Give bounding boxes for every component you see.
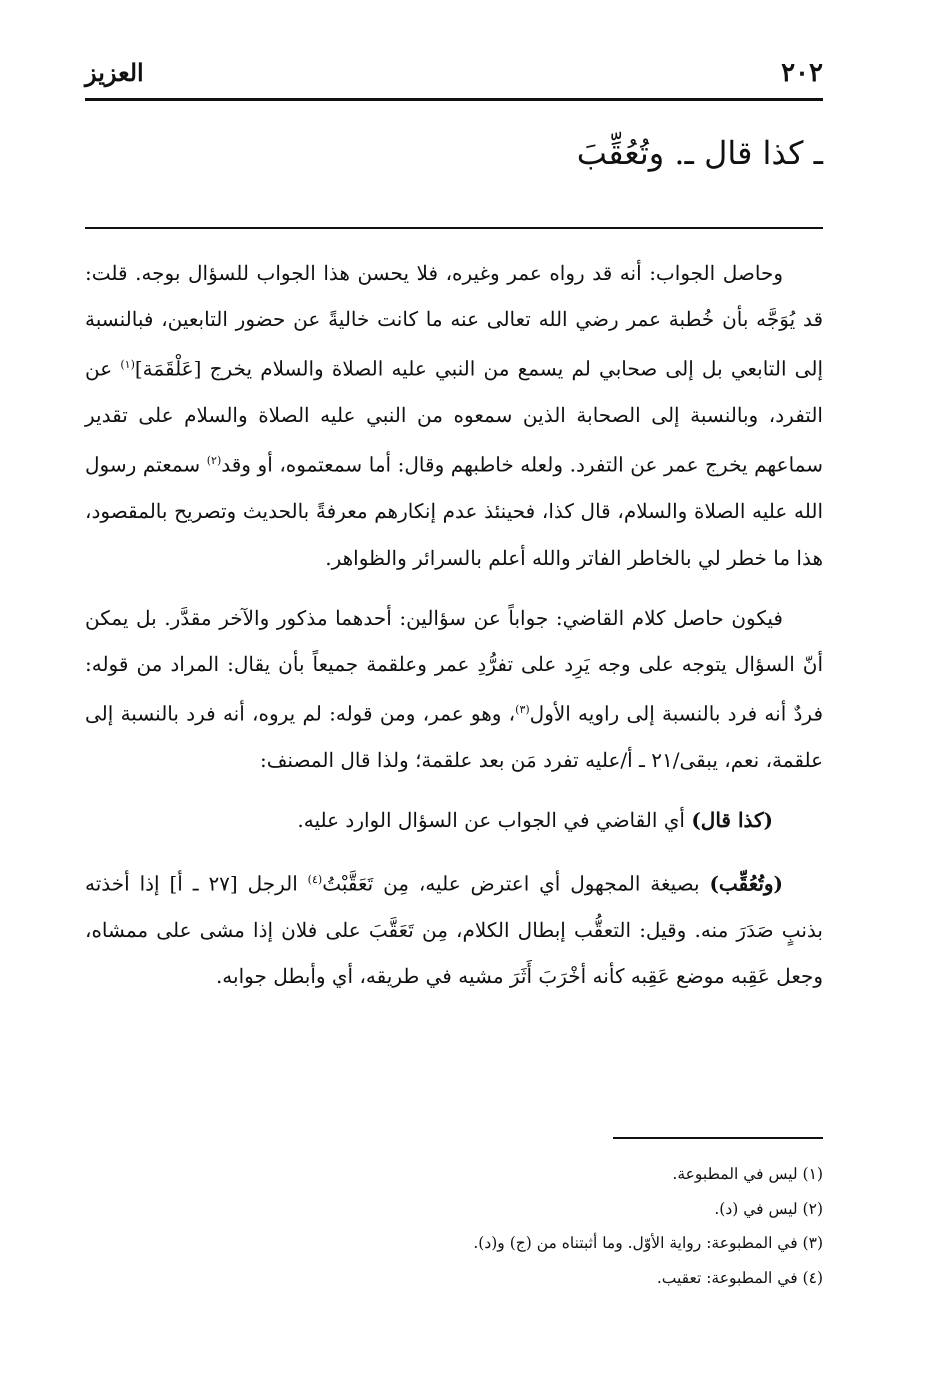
- footnote-marker: (١): [120, 358, 135, 372]
- page-number: ٢٠٢: [781, 58, 823, 88]
- footnote-marker: (٢): [206, 454, 222, 468]
- paragraph-4: [85, 857, 823, 999]
- paragraph-text: بصيغة المجهول أي اعترض عليه، مِن تَعَقَّبْتُ: [322, 872, 710, 897]
- matn-block: [85, 125, 823, 229]
- matn-text: ـ كذا قال ـ. وتُعُقِّبَ: [576, 134, 823, 172]
- paragraph-2: [85, 595, 823, 783]
- running-title: العزيز: [85, 58, 144, 87]
- lemma-quote: (وتُعُقِّب): [709, 872, 784, 897]
- footnote-item: (٤) في المطبوعة: تعقيب.: [656, 1268, 823, 1287]
- commentary-body: [85, 250, 823, 1014]
- footnote-marker: (٣): [515, 703, 530, 717]
- paragraph-text: أي القاضي في الجواب عن السؤال الوارد عليه.: [297, 808, 692, 833]
- paragraph-1: [85, 250, 823, 581]
- footnote-item: (٢) ليس في (د).: [714, 1199, 823, 1218]
- footnotes: [223, 1157, 823, 1295]
- paragraph-3: [85, 797, 823, 843]
- paragraph-text: سمعتم رسول الله عليه الصلاة والسلام، قال كذا، فحينئذ عدم إنكارهم معرفةً بالحديث وتصريح بالمقصود، هذا ما خطر لي بالخاطر الفاتر والله أعلم بالسرائر والظواهر.: [85, 453, 823, 570]
- paragraph-text: الرجل [٢٧ ـ أ] إذا أخذته بذنبٍ صَدَرَ منه. وقيل: التعقُّب إبطال الكلام، مِن تَعَقَّبَ على فلان إذا مشى على ممشاه، وجعل عَقِبه موضع عَقِبه كأنه أخْرَبَ أَثَرَ مشيه في طريقه، أي وأبطل جوابه.: [85, 872, 823, 989]
- paragraph-text: ، وهو عمر، ومن قوله: لم يروه، أنه فرد بالنسبة إلى علقمة، نعم، يبقى/٢١ ـ أ/عليه تفرد مَن بعد علقمة؛ ولذا قال المصنف:: [85, 701, 823, 772]
- paragraph-text: وحاصل الجواب: أنه قد رواه عمر وغيره، فلا يحسن هذا الجواب للسؤال بوجه. قلت: قد يُوَجَّه بأن خُطبة عمر رضي الله تعالى عنه ما كانت خاليةً عن حضور التابعين، فبالنسبة إلى التابعي بل إلى صحابي لم يسمع من النبي عليه الصلاة والسلام يخرج [عَلْقَمَة]: [85, 261, 823, 382]
- footnote-marker: (٤): [307, 873, 323, 887]
- footnote-item: (١) ليس في المطبوعة.: [672, 1165, 823, 1183]
- footnote-item: (٣) في المطبوعة: رواية الأوّل. وما أثبتناه من (ج) و(د).: [473, 1234, 823, 1252]
- footnote-separator: [613, 1137, 823, 1139]
- paragraph-text: فيكون حاصل كلام القاضي: جواباً عن سؤالين: أحدهما مذكور والآخر مقدَّر. بل يمكن أنّ السؤال يتوجه على وجه يَرِد على تفرُّدِ عمر وعلقمة جميعاً بأن يقال: المراد من قوله: فردٌ أنه فرد بالنسبة إلى راويه الأول: [85, 605, 824, 726]
- lemma-quote: (كذا قال): [691, 808, 773, 833]
- page-header: [85, 58, 823, 101]
- paragraph-text: عن التفرد، وبالنسبة إلى الصحابة الذين سمعوه من النبي عليه الصلاة والسلام على تقدير سماعهم يخرج عمر عن التفرد. ولعله خاطبهم وقال: أما سمعتموه، أو وقد: [85, 357, 823, 478]
